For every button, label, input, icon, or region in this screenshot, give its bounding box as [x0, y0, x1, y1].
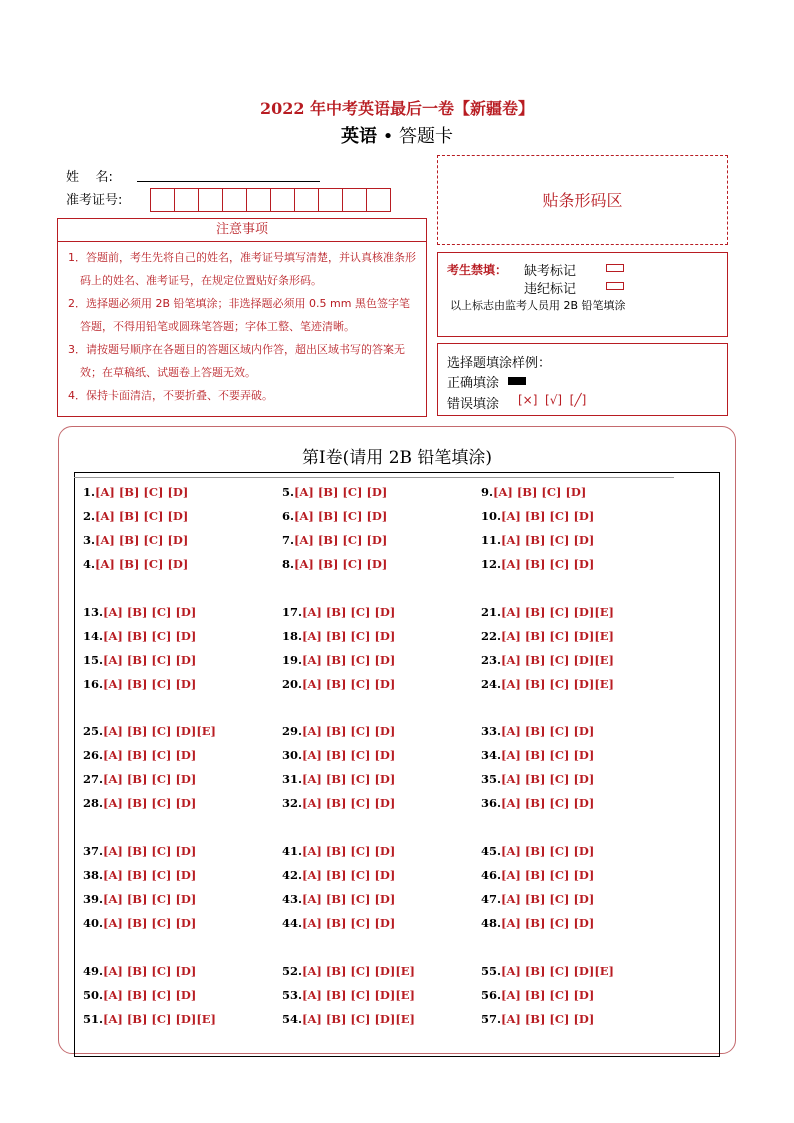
answer-bubbles[interactable]: [A] [B] [C] [D][E]	[501, 605, 614, 619]
absent-mark-label: 缺考标记	[524, 264, 577, 279]
id-digit-box[interactable]	[366, 188, 391, 212]
answer-bubbles[interactable]: [A] [B] [C] [D]	[103, 868, 197, 882]
question-57-options[interactable]	[481, 1012, 594, 1026]
answer-bubbles[interactable]: [A] [B] [C] [D][E]	[302, 1012, 415, 1026]
id-digit-box[interactable]	[294, 188, 319, 212]
question-number: 37.	[83, 844, 104, 858]
answer-bubbles[interactable]: [A] [B] [C] [D]	[501, 916, 595, 930]
question-number: 39.	[83, 892, 104, 906]
question-43-options[interactable]	[282, 892, 395, 906]
question-number: 19.	[282, 653, 303, 667]
answer-bubbles[interactable]: [A] [B] [C] [D]	[501, 844, 595, 858]
answer-bubbles[interactable]: [A] [B] [C] [D]	[302, 844, 396, 858]
answer-bubbles[interactable]: [A] [B] [C] [D]	[501, 1012, 595, 1026]
question-12-options[interactable]	[481, 557, 594, 571]
question-48-options[interactable]	[481, 916, 594, 930]
question-2-options[interactable]	[83, 509, 188, 523]
question-number: 8.	[282, 557, 295, 571]
answer-bubbles[interactable]: [A] [B] [C] [D]	[103, 964, 197, 978]
answer-bubbles[interactable]: [A] [B] [C] [D]	[302, 653, 396, 667]
question-number: 24.	[481, 677, 502, 691]
answer-bubbles[interactable]: [A] [B] [C] [D]	[302, 868, 396, 882]
question-number: 55.	[481, 964, 502, 978]
question-number: 52.	[282, 964, 303, 978]
barcode-label: 贴条形码区	[542, 191, 623, 210]
question-6-options[interactable]	[282, 509, 387, 523]
question-number: 2.	[83, 509, 96, 523]
question-29-options[interactable]	[282, 724, 395, 738]
answer-bubbles[interactable]: [A] [B] [C] [D]	[294, 557, 388, 571]
wrong-fill-label: 错误填涂	[447, 397, 500, 412]
question-number: 48.	[481, 916, 502, 930]
answer-bubbles[interactable]: [A] [B] [C] [D]	[103, 748, 197, 762]
answer-bubbles[interactable]: [A] [B] [C] [D]	[302, 796, 396, 810]
question-23-options[interactable]	[481, 653, 614, 667]
id-digit-box[interactable]	[222, 188, 247, 212]
question-number: 41.	[282, 844, 303, 858]
question-32-options[interactable]	[282, 796, 395, 810]
question-number: 49.	[83, 964, 104, 978]
question-number: 21.	[481, 605, 502, 619]
answer-bubbles[interactable]: [A] [B] [C] [D]	[302, 892, 396, 906]
answer-bubbles[interactable]: [A] [B] [C] [D]	[294, 533, 388, 547]
question-number: 45.	[481, 844, 502, 858]
question-number: 6.	[282, 509, 295, 523]
question-27-options[interactable]	[83, 772, 196, 786]
question-number: 13.	[83, 605, 104, 619]
forbid-note: 以上标志由监考人员用 2B 铅笔填涂	[450, 299, 626, 312]
question-number: 33.	[481, 724, 502, 738]
answer-bubbles[interactable]: [A] [B] [C] [D]	[302, 677, 396, 691]
answer-bubbles[interactable]: [A] [B] [C] [D]	[103, 892, 197, 906]
question-number: 20.	[282, 677, 303, 691]
question-42-options[interactable]	[282, 868, 395, 882]
answer-bubbles[interactable]: [A] [B] [C] [D][E]	[501, 653, 614, 667]
question-41-options[interactable]	[282, 844, 395, 858]
question-number: 31.	[282, 772, 303, 786]
subject-label: 英语	[340, 126, 377, 147]
question-28-options[interactable]	[83, 796, 196, 810]
forbid-title: 考生禁填：	[447, 263, 508, 277]
answer-bubbles[interactable]: [A] [B] [C] [D]	[103, 653, 197, 667]
question-20-options[interactable]	[282, 677, 395, 691]
question-number: 51.	[83, 1012, 104, 1026]
question-31-options[interactable]	[282, 772, 395, 786]
answer-bubbles[interactable]: [A] [B] [C] [D]	[302, 772, 396, 786]
id-label: 准考证号:	[66, 193, 123, 208]
correct-fill-example	[508, 377, 526, 385]
answer-bubbles[interactable]: [A] [B] [C] [D]	[501, 988, 595, 1002]
question-44-options[interactable]	[282, 916, 395, 930]
answer-bubbles[interactable]: [A] [B] [C] [D]	[95, 485, 189, 499]
answer-bubbles[interactable]: [A] [B] [C] [D]	[501, 533, 595, 547]
question-13-options[interactable]	[83, 605, 196, 619]
id-number-boxes[interactable]	[151, 188, 391, 212]
question-1-options[interactable]	[83, 485, 188, 499]
id-digit-box[interactable]	[318, 188, 343, 212]
id-digit-box[interactable]	[150, 188, 175, 212]
question-number: 3.	[83, 533, 96, 547]
name-label: 姓 名:	[66, 170, 113, 185]
question-40-options[interactable]	[83, 916, 196, 930]
answer-bubbles[interactable]: [A] [B] [C] [D]	[294, 485, 388, 499]
question-15-options[interactable]	[83, 653, 196, 667]
answer-bubbles[interactable]: [A] [B] [C] [D]	[501, 772, 595, 786]
id-digit-box[interactable]	[342, 188, 367, 212]
notice-item: 4．保持卡面清洁，不要折叠、不要弄破。	[68, 389, 273, 402]
id-digit-box[interactable]	[270, 188, 295, 212]
question-number: 14.	[83, 629, 104, 643]
question-number: 38.	[83, 868, 104, 882]
question-26-options[interactable]	[83, 748, 196, 762]
question-46-options[interactable]	[481, 868, 594, 882]
answer-bubbles[interactable]: [A] [B] [C] [D]	[302, 724, 396, 738]
id-digit-box[interactable]	[174, 188, 199, 212]
question-number: 42.	[282, 868, 303, 882]
id-digit-box[interactable]	[198, 188, 223, 212]
question-number: 56.	[481, 988, 502, 1002]
question-number: 46.	[481, 868, 502, 882]
answer-bubbles[interactable]: [A] [B] [C] [D][E]	[501, 677, 614, 691]
question-50-options[interactable]	[83, 988, 196, 1002]
question-25-options[interactable]	[83, 724, 216, 738]
question-5-options[interactable]	[282, 485, 387, 499]
question-45-options[interactable]	[481, 844, 594, 858]
answer-bubbles[interactable]: [A] [B] [C] [D]	[103, 844, 197, 858]
question-number: 57.	[481, 1012, 502, 1026]
answer-bubbles[interactable]: [A] [B] [C] [D]	[294, 509, 388, 523]
answer-bubbles[interactable]: [A] [B] [C] [D]	[103, 916, 197, 930]
question-number: 25.	[83, 724, 104, 738]
answer-bubbles[interactable]: [A] [B] [C] [D][E]	[501, 629, 614, 643]
answer-bubbles[interactable]: [A] [B] [C] [D][E]	[302, 988, 415, 1002]
question-number: 7.	[282, 533, 295, 547]
answer-bubbles[interactable]: [A] [B] [C] [D]	[501, 724, 595, 738]
name-field[interactable]	[137, 181, 320, 182]
notice-item: 1．答题前，考生先将自己的姓名，准考证号填写清楚，并认真核准条形码上的姓名、准考证号，在规定位置贴好条形码。	[68, 251, 416, 287]
question-number: 47.	[481, 892, 502, 906]
answer-bubbles[interactable]: [A] [B] [C] [D]	[103, 772, 197, 786]
question-number: 9.	[481, 485, 494, 499]
question-number: 5.	[282, 485, 295, 499]
question-number: 17.	[282, 605, 303, 619]
card-subtitle	[0, 122, 794, 148]
question-10-options[interactable]	[481, 509, 594, 523]
answer-bubbles[interactable]: [A] [B] [C] [D]	[103, 796, 197, 810]
question-34-options[interactable]	[481, 748, 594, 762]
question-number: 53.	[282, 988, 303, 1002]
answer-bubbles[interactable]: [A] [B] [C] [D][E]	[103, 1012, 216, 1026]
answer-bubbles[interactable]: [A] [B] [C] [D]	[501, 509, 595, 523]
question-number: 22.	[481, 629, 502, 643]
violation-mark-label: 违纪标记	[524, 282, 577, 297]
question-number: 43.	[282, 892, 303, 906]
question-number: 12.	[481, 557, 502, 571]
question-number: 29.	[282, 724, 303, 738]
question-9-options[interactable]	[481, 485, 586, 499]
question-number: 26.	[83, 748, 104, 762]
answer-bubbles[interactable]: [A] [B] [C] [D]	[103, 605, 197, 619]
answer-bubbles[interactable]: [A] [B] [C] [D]	[103, 988, 197, 1002]
answer-bubbles[interactable]: [A] [B] [C] [D]	[501, 748, 595, 762]
notice-box	[57, 241, 427, 417]
question-number: 54.	[282, 1012, 303, 1026]
question-number: 15.	[83, 653, 104, 667]
answer-card-label: 答题卡	[399, 126, 454, 147]
question-number: 50.	[83, 988, 104, 1002]
answer-bubbles[interactable]: [A] [B] [C] [D]	[501, 892, 595, 906]
question-51-options[interactable]	[83, 1012, 216, 1026]
question-number: 34.	[481, 748, 502, 762]
question-4-options[interactable]	[83, 557, 188, 571]
question-47-options[interactable]	[481, 892, 594, 906]
question-number: 27.	[83, 772, 104, 786]
examiner-only-box	[437, 252, 728, 337]
answer-bubbles[interactable]: [A] [B] [C] [D]	[302, 748, 396, 762]
question-37-options[interactable]	[83, 844, 196, 858]
question-19-options[interactable]	[282, 653, 395, 667]
question-21-options[interactable]	[481, 605, 614, 619]
sample-title: 选择题填涂样例：	[447, 356, 552, 371]
correct-fill-label: 正确填涂	[447, 376, 500, 391]
answer-bubbles[interactable]: [A] [B] [C] [D]	[103, 629, 197, 643]
question-22-options[interactable]	[481, 629, 614, 643]
question-14-options[interactable]	[83, 629, 196, 643]
answer-bubbles[interactable]: [A] [B] [C] [D]	[302, 629, 396, 643]
question-18-options[interactable]	[282, 629, 395, 643]
question-11-options[interactable]	[481, 533, 594, 547]
question-number: 23.	[481, 653, 502, 667]
question-17-options[interactable]	[282, 605, 395, 619]
fill-sample-box	[437, 343, 728, 416]
question-56-options[interactable]	[481, 988, 594, 1002]
question-number: 11.	[481, 533, 502, 547]
question-55-options[interactable]	[481, 964, 614, 978]
notice-item: 3．请按题号顺序在各题目的答题区域内作答，超出区域书写的答案无效；在草稿纸、试题卷上答题无效。	[68, 343, 405, 379]
question-number: 32.	[282, 796, 303, 810]
id-digit-box[interactable]	[246, 188, 271, 212]
answer-bubbles[interactable]: [A] [B] [C] [D]	[302, 916, 396, 930]
question-8-options[interactable]	[282, 557, 387, 571]
question-number: 1.	[83, 485, 96, 499]
answer-bubbles[interactable]: [A] [B] [C] [D]	[95, 557, 189, 571]
absent-mark-box	[606, 264, 624, 272]
question-30-options[interactable]	[282, 748, 395, 762]
question-53-options[interactable]	[282, 988, 415, 1002]
answer-bubbles[interactable]: [A] [B] [C] [D]	[95, 533, 189, 547]
answer-bubbles[interactable]: [A] [B] [C] [D]	[501, 796, 595, 810]
exam-title: 2022 年中考英语最后一卷【新疆卷】	[259, 99, 535, 118]
question-35-options[interactable]	[481, 772, 594, 786]
question-number: 30.	[282, 748, 303, 762]
question-number: 28.	[83, 796, 104, 810]
section-divider	[74, 477, 674, 478]
question-54-options[interactable]	[282, 1012, 415, 1026]
question-38-options[interactable]	[83, 868, 196, 882]
question-number: 4.	[83, 557, 96, 571]
question-number: 10.	[481, 509, 502, 523]
subtitle-separator: •	[376, 126, 400, 147]
question-39-options[interactable]	[83, 892, 196, 906]
question-3-options[interactable]	[83, 533, 188, 547]
barcode-area	[437, 155, 728, 245]
question-number: 35.	[481, 772, 502, 786]
answer-bubbles[interactable]: [A] [B] [C] [D]	[501, 557, 595, 571]
answer-bubbles[interactable]: [A] [B] [C] [D]	[103, 677, 197, 691]
answer-bubbles[interactable]: [A] [B] [C] [D][E]	[501, 964, 614, 978]
wrong-fill-examples: [×] [√] [╱]	[518, 393, 587, 407]
question-36-options[interactable]	[481, 796, 594, 810]
answer-bubbles[interactable]: [A] [B] [C] [D]	[95, 509, 189, 523]
answer-bubbles[interactable]: [A] [B] [C] [D]	[302, 605, 396, 619]
question-number: 36.	[481, 796, 502, 810]
question-16-options[interactable]	[83, 677, 196, 691]
section-title: 第Ⅰ卷(请用 2B 铅笔填涂)	[301, 448, 493, 468]
question-33-options[interactable]	[481, 724, 594, 738]
question-7-options[interactable]	[282, 533, 387, 547]
answer-bubbles[interactable]: [A] [B] [C] [D][E]	[103, 724, 216, 738]
question-49-options[interactable]	[83, 964, 196, 978]
answer-bubbles[interactable]: [A] [B] [C] [D][E]	[302, 964, 415, 978]
answer-bubbles[interactable]: [A] [B] [C] [D]	[493, 485, 587, 499]
question-52-options[interactable]	[282, 964, 415, 978]
question-number: 40.	[83, 916, 104, 930]
question-number: 44.	[282, 916, 303, 930]
notice-title: 注意事项	[57, 218, 427, 242]
question-number: 18.	[282, 629, 303, 643]
question-number: 16.	[83, 677, 104, 691]
question-24-options[interactable]	[481, 677, 614, 691]
notice-item: 2．选择题必须用 2B 铅笔填涂；非选择题必须用 0.5 mm 黑色签字笔答题，不得用铅笔或圆珠笔答题；字体工整、笔迹清晰。	[68, 297, 410, 333]
answer-bubbles[interactable]: [A] [B] [C] [D]	[501, 868, 595, 882]
violation-mark-box	[606, 282, 624, 290]
